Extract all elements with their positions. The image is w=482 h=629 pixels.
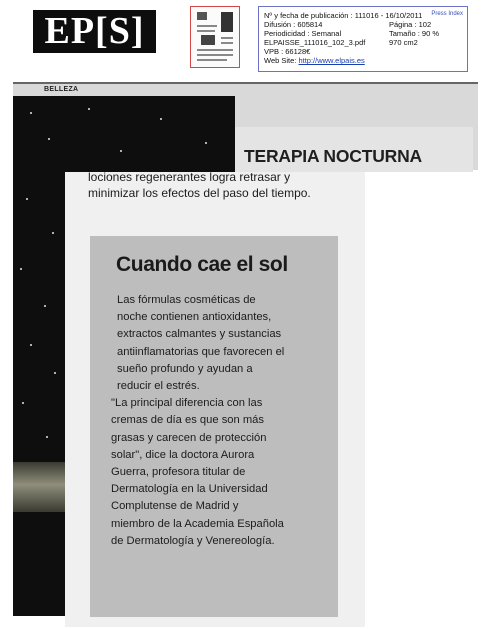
thumbnail-line [197,25,217,27]
press-index-badge: Press Index [431,11,463,17]
star [22,402,24,404]
star [46,436,48,438]
sidebar-box-title: Cuando cae el sol [116,253,288,276]
info-vpb: VPB : 66128€ [264,47,311,57]
thumbnail-line [197,49,233,51]
thumbnail-block [221,12,233,32]
intro-line: minimizar los efectos del paso del tiempo. [88,185,311,200]
publication-logo: EP[S] [33,10,156,53]
info-row [264,29,462,38]
intro-line: lociones regenerantes logra retrasar y [88,170,291,184]
star [26,198,28,200]
publication-info-box [258,6,468,72]
info-row [264,11,462,20]
info-periodicity: Periodicidad : Semanal [264,29,342,39]
thumbnail-line [197,54,233,56]
thumbnail-line [221,37,233,39]
box-paragraph: Las fórmulas cosméticas de noche contienen antioxidantes, extractos calmantes y sustancias antiinflamatorias que favorecen el sueño profundo y ayudan a reducir el estrés. [117,294,285,393]
star [120,150,122,152]
thumbnail-line [197,59,227,61]
star [30,344,32,346]
info-circulation: Difusión : 605814 [264,20,323,30]
star [205,142,207,144]
star [52,232,54,234]
star [54,372,56,374]
thumbnail-line [197,30,215,32]
horizon-glow [13,462,65,512]
section-label: BELLEZA [44,86,79,93]
info-web-label: Web Site: [264,56,299,66]
info-date: Nº y fecha de publicación : 111016 - 16/10/2011 [264,11,423,20]
star [160,118,162,120]
night-sky-image [13,96,65,616]
sidebar-box-body [111,292,337,550]
thumbnail-block [197,12,207,20]
star [44,305,46,307]
website-link[interactable]: http://www.elpais.es [298,56,365,66]
info-area: 970 cm2 [389,38,418,48]
thumbnail-block [201,35,215,45]
article-title: TERAPIA NOCTURNA [244,146,422,166]
info-page: Página : 102 [389,20,432,30]
thumbnail-line [221,42,233,44]
star [20,268,22,270]
info-row [264,56,462,65]
info-row [264,20,462,29]
star [30,112,32,114]
info-size: Tamaño : 90 % [389,29,440,39]
star [48,138,50,140]
info-row [264,38,462,47]
page-thumbnail[interactable] [190,6,240,68]
info-row [264,47,462,56]
star [88,108,90,110]
box-paragraph: "La principal diferencia con las cremas de día es que son más grasas y carecen de protección solar", dice la doctora Aurora Guerra, profesora titular de Dermatología en la Universidad Complutense de Madrid y miembro de la Academia Española de Dermatología y Venereología. [111,397,284,547]
info-filename: ELPAISSE_111016_102_3.pdf [264,38,366,48]
article-intro [88,170,358,201]
